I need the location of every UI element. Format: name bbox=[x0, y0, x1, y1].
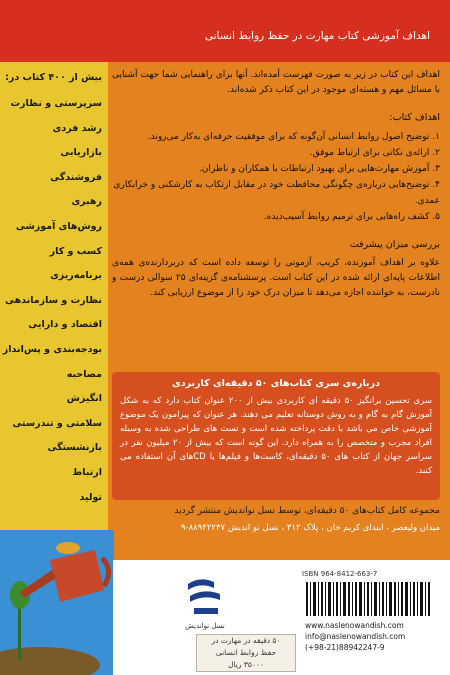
goal-item: ۲. ارائه‌ی نکاتی برای ارتباط موفق. bbox=[309, 148, 440, 158]
sticker-price: ۳۵۰۰۰ ریال bbox=[228, 660, 264, 669]
sticker-subtitle: حفظ روابط انسانی bbox=[215, 648, 277, 657]
price-sticker bbox=[196, 634, 296, 672]
series-paragraph: سری تحسین برانگیز ۵۰ دقیقه ای کاربردی بیش از ۲۰۰ عنوان کتاب دارد که به شکل آموزش گام به گام و به روش دوستانه تعلیم می دهند. هر عنوان که پیرامون یک موضوع آموزشی خاص می باشد با دقت پرداخته شده است و تست های طراحی شده به وسیله افراد مجرب و متخصص را به همراه دارد. این گونه است که بیش از ۲۰ میلیون نفر در سراسر جهان از کتاب های ۵۰ دقیقه‌ای، کاست‌ها و فیلم‌ها یا CDهای آن استفاده می کنند. bbox=[120, 396, 432, 476]
cover-title: اهداف آموزشی کتاب مهارت در حفظ روابط انسانی bbox=[204, 30, 430, 42]
progress-title: بررسی میزان پیشرفت bbox=[349, 239, 440, 250]
topic-item: تولید bbox=[79, 491, 102, 503]
topics-list bbox=[3, 92, 102, 510]
goals-list bbox=[112, 129, 440, 225]
intro-paragraph: اهداف این کتاب در زیر به صورت فهرست آمده‌اند. آنها برای راهنمایی شما جهت آشنایی با مسائل مهم و هسته‌ای موجود در این کتاب ذکر شده‌اند. bbox=[112, 70, 440, 95]
topic-item: فروشندگی bbox=[50, 171, 102, 183]
collection-line: مجموعه کامل کتاب‌های ۵۰ دقیقه‌ای، توسط نسل نواندیش منتشر گردید bbox=[174, 506, 440, 516]
watering-can-illustration bbox=[0, 530, 114, 675]
illustration-graphic bbox=[0, 530, 114, 675]
isbn-text: ISBN 964-8412-663-7 bbox=[302, 570, 378, 578]
goal-item: ۱. توضیح اصول روابط انسانی آن‌گونه که برای موفقیت حرفه‌ای به‌کار می‌روند. bbox=[147, 132, 440, 142]
email-text: info@naslenowandish.com bbox=[305, 632, 406, 641]
topic-item: کسب و کار bbox=[49, 245, 102, 257]
series-title: درباره‌ی سری کتاب‌های ۵۰ دقیقه‌ای کاربردی bbox=[172, 378, 380, 389]
topic-item: بازاریابی bbox=[60, 147, 102, 159]
footer-strip bbox=[112, 503, 440, 565]
goal-item: ۵. کشف راه‌هایی برای ترمیم روابط آسیب‌دیده. bbox=[263, 212, 440, 222]
topic-item: ارتباط bbox=[72, 466, 102, 478]
progress-paragraph: علاوه بر اهداف آموزنده، کریپ، آزمونی را توسعه داده است که دربردارنده‌ی همه‌ی اطلاعات پایه‌ای ارائه شده در این کتاب است. پرسشنامه‌ی گزینه‌ای ۲۵ سوالی درست و نادرست، به خواننده اجازه می‌دهد تا میزان درک خود را از موضوع ارزیابی کند. bbox=[112, 258, 440, 298]
topic-item: برنامه‌ریزی bbox=[50, 270, 102, 282]
goal-item: ۴. توضیح‌هایی درباره‌ی چگونگی محافظت خود در مقابل ارتکاب به کارشکنی و خرابکاری عمدی. bbox=[113, 180, 440, 206]
top-bar bbox=[0, 0, 450, 62]
barcode-icon bbox=[302, 580, 434, 618]
topic-item: روش‌های آموزشی bbox=[15, 220, 102, 232]
contact-info bbox=[305, 620, 440, 653]
topic-item: رهبری bbox=[71, 196, 102, 208]
sticker-title: ۵۰ دقیقه در مهارت در bbox=[211, 636, 281, 645]
topic-item: بازنشستگی bbox=[47, 442, 102, 454]
main-content bbox=[112, 68, 440, 301]
topic-item: انگیزش bbox=[66, 393, 102, 405]
topic-item: نظارت و سازماندهی bbox=[4, 294, 102, 306]
series-info-box bbox=[112, 372, 440, 500]
publisher-name: نسل نواندیش bbox=[185, 622, 225, 630]
topic-item: مصاحبه bbox=[66, 368, 102, 380]
goals-title: اهداف کتاب: bbox=[389, 112, 440, 123]
goal-item: ۳. آموزش مهارت‌هایی برای بهبود ارتباطات با همکاران و ناظران. bbox=[198, 164, 440, 174]
topic-item: سلامتی و تندرستی bbox=[12, 417, 102, 429]
topic-item: رشد فردی bbox=[52, 122, 102, 134]
website-text: www.naslenowandish.com bbox=[305, 621, 404, 630]
address-line: میدان ولیعصر ، ابتدای کریم خان ، پلاک ۳۱۲ ، نسل نو اندیش ۸۸۹۴۲۲۴۷-۹ bbox=[180, 523, 440, 533]
topic-item: اقتصاد و دارایی bbox=[28, 319, 102, 331]
topic-item: بودجه‌بندی و پس‌انداز bbox=[2, 343, 102, 355]
topic-item: سرپرستی و نظارت bbox=[10, 98, 102, 109]
topics-sidebar bbox=[0, 62, 108, 530]
publisher-logo-icon bbox=[180, 570, 230, 620]
sidebar-heading: بیش از ۴۰۰ کتاب در: bbox=[5, 72, 102, 83]
phone-text: (+98-21)88942247-9 bbox=[305, 643, 385, 652]
